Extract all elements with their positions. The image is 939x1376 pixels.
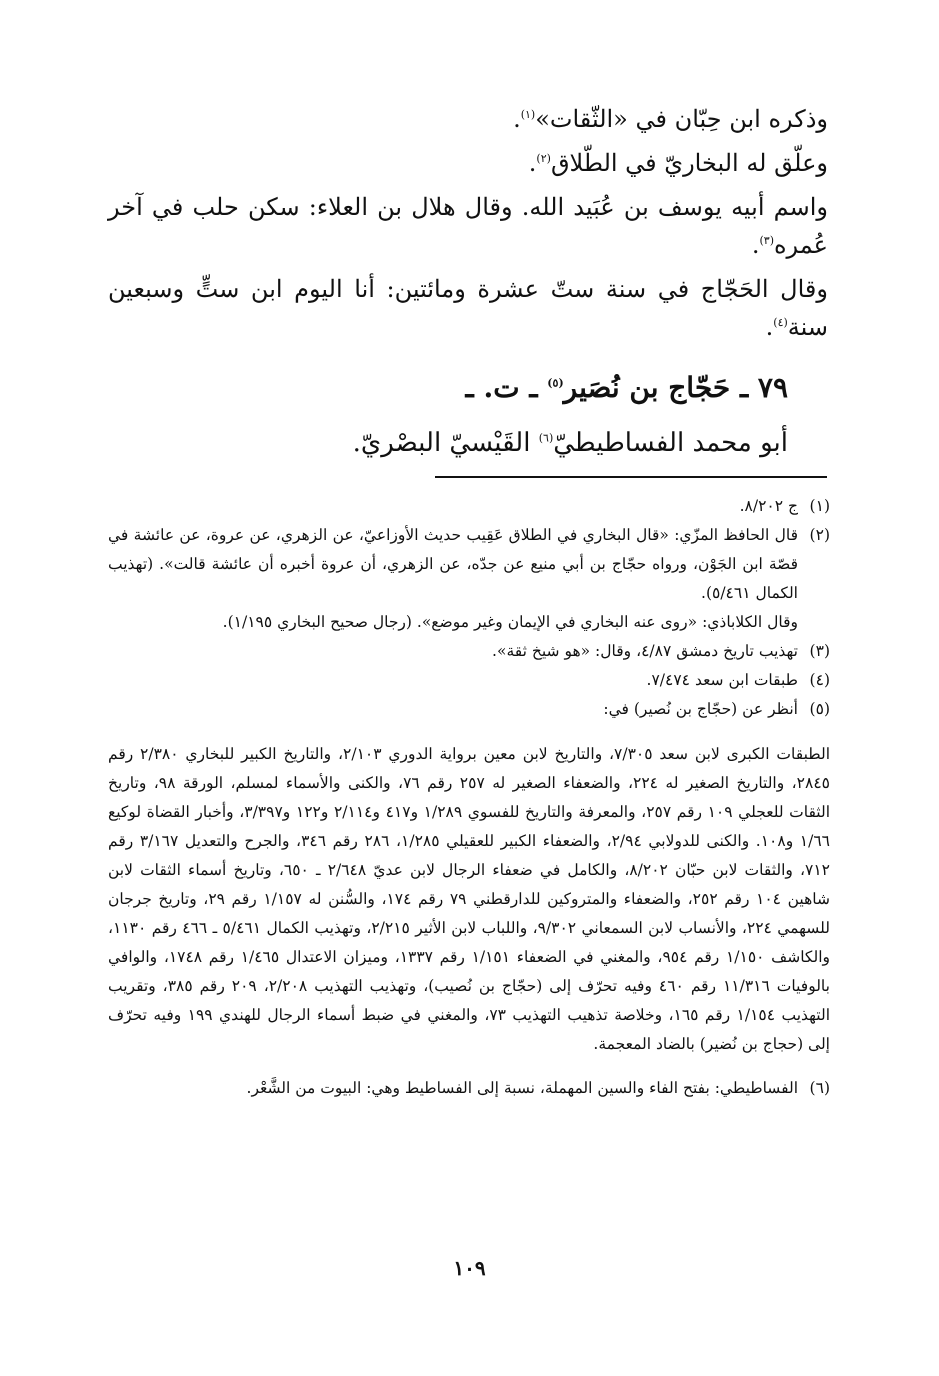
footnotes — [108, 492, 830, 1103]
footnote-ref[interactable]: (٥) — [547, 376, 564, 390]
paragraph: وقال الحَجّاج في سنة ستّ عشرة ومائتين: أنا اليوم ابن ستٍّ وسبعين سنة$^{(٤)}$. — [108, 275, 828, 341]
footnote — [108, 637, 830, 666]
footnote-text: الفساطيطي: بفتح الفاء والسين المهملة، نسبة إلى الفساطيط وهي: البيوت من الشَّعْر. — [246, 1079, 798, 1097]
page-number: ١٠٩ — [453, 1256, 486, 1280]
footnote — [108, 521, 830, 637]
footnote-text: تهذيب تاريخ دمشق ٤/٨٧، وقال: «هو شيخ ثقة». — [492, 642, 798, 660]
footnote-number: (٢) — [809, 526, 830, 544]
footnote-text: أنظر عن (حجّاج بن نُصير) في: — [603, 700, 798, 718]
footnote-separator — [435, 476, 827, 478]
footnote-text: ج ٨/٢٠٢. — [739, 497, 798, 515]
footnote — [108, 666, 830, 695]
footnote-number: (٦) — [809, 1079, 830, 1097]
footnote-ref[interactable]: (٤) — [773, 316, 788, 329]
paragraph: وذكره ابن حِبّان في «الثّقات»$^{(١)}$. — [513, 105, 828, 133]
footnote-ref[interactable]: (٦) — [538, 431, 554, 445]
footnote-number: (٣) — [809, 642, 830, 660]
footnote — [108, 695, 830, 724]
entry-heading: ٧٩ ـ حَجّاج بن نُصَير$^{(٥)}$ ـ ت. ـ — [465, 371, 788, 404]
footnote-text: قال الحافظ المزّي: «قال البخاري في الطلاق عَقِيب حديث الأوزاعيّ، عن الزهري، عن عروة، عن عائشة في قصّة ابن الجَوْن، ورواه حجّاج بن أبي منيع عن جدّه، عن الزهري، أن عروة أخبره أن عائشة قالت». (تهذيب الكمال ٥/٤٦١). — [108, 526, 798, 602]
footnote-ref[interactable]: (٢) — [536, 152, 551, 165]
footnote — [108, 1074, 830, 1103]
footnote — [108, 492, 830, 521]
footnote-continuation — [108, 740, 830, 1059]
footnote-text: طبقات ابن سعد ٧/٤٧٤. — [646, 671, 798, 689]
footnote-number: (٥) — [809, 700, 830, 718]
footnote-text: الطبقات الكبرى لابن سعد ٧/٣٠٥، والتاريخ لابن معين برواية الدوري ٢/١٠٣، والتاريخ الكبير للبخاري ٢/٣٨٠ رقم ٢٨٤٥، والتاريخ الصغير له ٢٢٤، والضعفاء الصغير له ٢٥٧ رقم ٧٦، والكنى والأسماء لمسلم، الورقة ٩٨، وتاريخ الثقات للعجلي ١٠٩ رقم ٢٥٧، والمعرفة والتاريخ للفسوي ١/٢٨٩ و٤١٧ و٢/١١٤ و١٢٢ و٣/٣٩٧، وأخبار القضاة لوكيع ١/٦٦ و١٠٨. والكنى للدولابي ٢/٩٤، والضعفاء الكبير للعقيلي ١/٢٨٥، ٢٨٦ رقم ٣٤٦، والجرح والتعديل ٣/١٦٧ رقم ٧١٢، والثقات لابن حبّان ٨/٢٠٢، والكامل في ضعفاء الرجال لابن عديّ ٢/٦٤٨ ـ ٦٥٠، وتاريخ أسماء الثقات لابن شاهين ١٠٤ رقم ٢٥٢، والضعفاء والمتروكين للدارقطني ٧٩ رقم ١٧٤، والسُّنن له ١/١٥٧ رقم ٢٩، وتاريخ جرجان للسهمي ٢٢٤، والأنساب لابن السمعاني ٩/٣٠٢، واللباب لابن الأثير ٢/٢١٥، وتهذيب الكمال ٥/٤٦١ ـ ٤٦٦ رقم ١١٣٠، والكاشف ١/١٥٠ رقم ٩٥٤، والمغني في الضعفاء ١/١٥١ رقم ١٣٣٧، وميزان الاعتدال ١/٤٦٥ رقم ١٧٤٨، والوافي بالوفيات ١١/٣١٦ رقم ٤٦٠ وفيه تحرّف إلى (حجّاج بن نُصيب)، وتهذيب التهذيب ٢/٢٠٨، ٢٠٩ رقم ٣٨٥، وتقريب التهذيب ١/١٥٤ رقم ١٦٥، وخلاصة تذهيب التهذيب ٧٣، والمغني في ضبط أسماء الرجال للهندي ١٩٩ وفيه تحرّف إلى (حجاج بن نُضير) بالضاد المعجمة. — [108, 744, 831, 1053]
footnote-number: (١) — [809, 497, 830, 515]
paragraph: واسم أبيه يوسف بن عُبَيد الله. وقال هلال بن العلاء: سكن حلب في آخر عُمره$^{(٣)}$. — [108, 193, 828, 259]
entry-subheading: أبو محمد الفساطيطيّ$^{(٦)}$ القَيْسيّ البصْريّ. — [352, 428, 788, 458]
footnote-ref[interactable]: (٣) — [759, 234, 774, 247]
main-text — [108, 100, 828, 462]
footnote-ref[interactable]: (١) — [520, 108, 536, 121]
footnote-text: وقال الكلاباذي: «روى عنه البخاري في الإيمان وغير موضع». (رجال صحيح البخاري ١/١٩٥). — [222, 613, 798, 631]
paragraph: وعلّق له البخاريّ في الطّلاق$^{(٢)}$. — [528, 149, 828, 177]
footnote-number: (٤) — [809, 671, 830, 689]
